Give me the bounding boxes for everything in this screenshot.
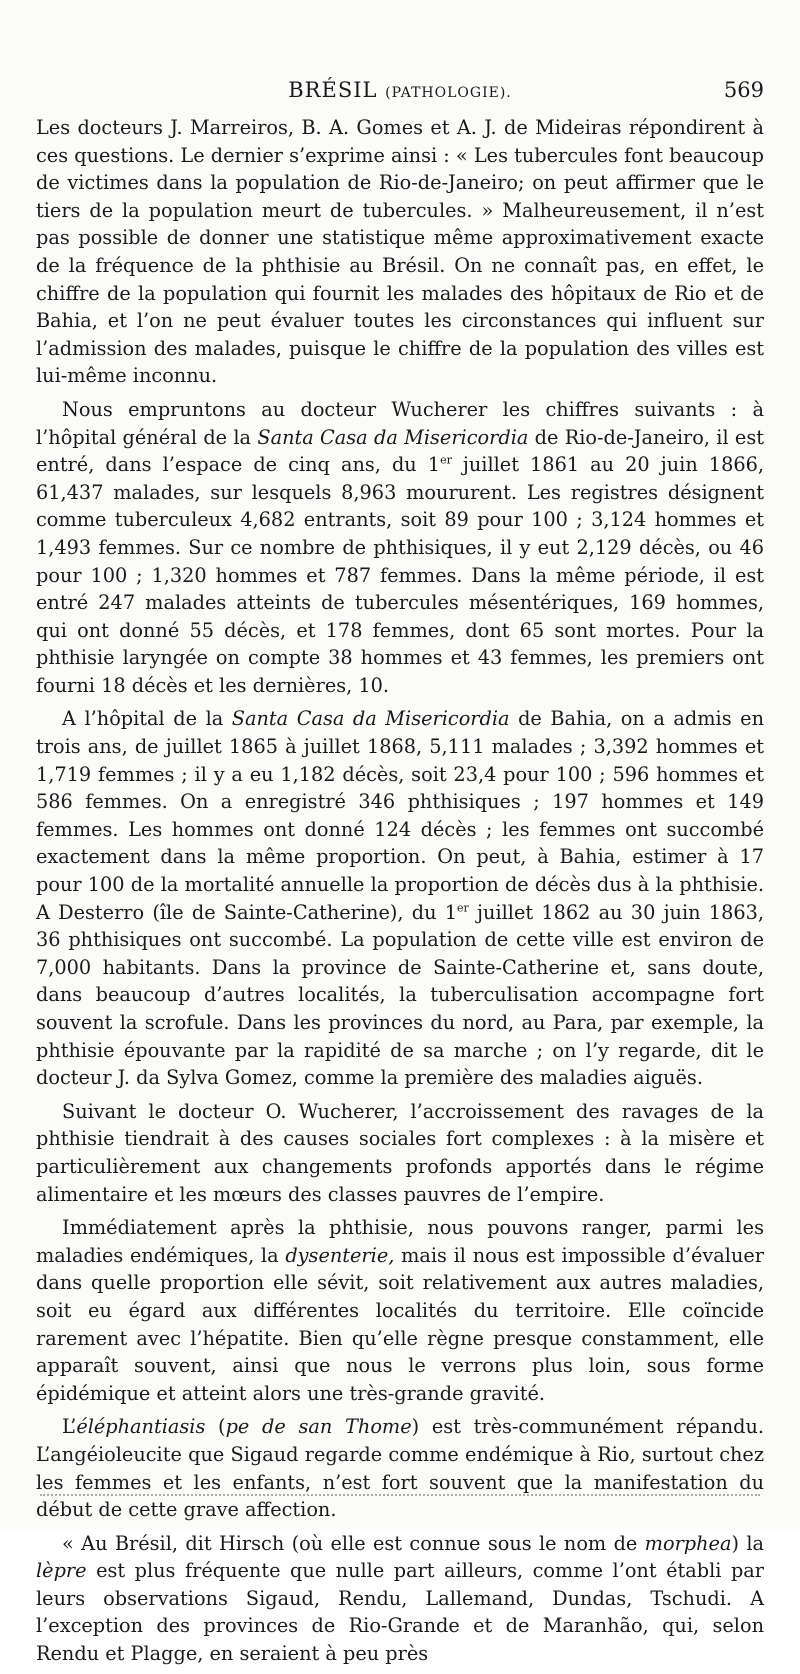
paragraph-3-italic: Santa Casa da Misericordia xyxy=(231,707,510,731)
page-header xyxy=(36,78,764,110)
paragraph-5-text-a: Immédiatement après la phthisie, nous pouvons ranger, parmi les maladies endémiques, la xyxy=(36,1216,764,1267)
body-text xyxy=(36,114,764,1674)
paragraph-2-text-c: juillet 1861 au 20 juin 1866, 61,437 malades, sur lesquels 8,963 moururent. Les registres désignent comme tuberculeux 4,682 entrants, soit 89 pour 100 ; 3,124 hommes et 1,493 femmes. Sur ce nombre de phthisiques, il y eut 2,129 décès, ou 46 pour 100 ; 1,320 hommes et 787 femmes. Dans la même période, il est entré 247 malades atteints de tubercules mésentériques, 169 hommes, qui ont donné 55 décès, et 178 femmes, dont 65 sont mortes. Pour la phthisie laryngée on compte 38 hommes et 43 femmes, les premiers ont fourni 18 décès et les dernières, 10. xyxy=(36,453,765,697)
paragraph-7-text-c: est plus fréquente que nulle part ailleurs, comme l’ont établi par leurs observations Sigaud, Rendu, Lallemand, Dundas, Tschudi. A l’exception des provinces de Rio-Grande et de Maranhão, qui, selon Rendu et Plagge, en seraient à peu près xyxy=(36,1559,764,1666)
paragraph-7-text-a: « Au Brésil, dit Hirsch (où elle est connue sous le nom de xyxy=(62,1531,645,1555)
running-head-title: BRÉSIL xyxy=(288,78,378,102)
paragraph-3-superscript: er xyxy=(457,901,469,915)
paragraph-6-italic-1: éléphantiasis xyxy=(76,1415,206,1439)
paragraph-5-italic: dysenterie, xyxy=(285,1243,395,1267)
paragraph-5 xyxy=(36,1214,764,1407)
running-head-subtitle: (PATHOLOGIE). xyxy=(385,85,512,101)
paragraph-7-text-b: ) la xyxy=(731,1531,764,1555)
paragraph-4 xyxy=(36,1098,764,1208)
paragraph-2-italic: Santa Casa da Misericordia xyxy=(257,425,529,449)
paragraph-3-text-c: juillet 1862 au 30 juin 1863, 36 phthisiques ont succombé. La population de cette ville est environ de 7,000 habitants. Dans la province de Sainte-Catherine et, sans doute, dans beaucoup d’autres localités, la tuberculisation accompagne fort souvent la scrofule. Dans les provinces du nord, au Para, par exemple, la phthisie épouvante par la rapidité de sa marche ; on l’y regarde, dit le docteur J. da Sylva Gomez, comme la première des maladies aiguës. xyxy=(36,900,764,1090)
paragraph-4-text: Suivant le docteur O. Wucherer, l’accroissement des ravages de la phthisie tiendrait à des causes sociales fort complexes : à la misère et particulièrement aux changements profonds apportés dans le régime alimentaire et les mœurs des classes pauvres de l’empire. xyxy=(36,1099,764,1206)
paragraph-6-text-c: ) est très-communément répandu. L’angéioleucite que Sigaud regarde comme endémique à Rio, surtout chez les femmes et les enfants, n’est fort souvent que la manifestation du début de cette grave affection. xyxy=(36,1415,764,1522)
paragraph-6-text-b: ( xyxy=(205,1415,226,1439)
paragraph-2-text-b: de Rio-de-Janeiro, il est entré, dans l’espace de cinq ans, du 1 xyxy=(36,425,764,477)
paragraph-7-italic-2: lèpre xyxy=(36,1559,87,1583)
paragraph-6-text-a: L’ xyxy=(62,1415,77,1439)
paragraph-2-superscript: er xyxy=(440,453,452,467)
paragraph-7 xyxy=(36,1530,764,1668)
paragraph-3-text-b: de Bahia, on a admis en trois ans, de juillet 1865 à juillet 1868, 5,111 malades ; 3,392 hommes et 1,719 femmes ; il y a eu 1,182 décès, soit 23,4 pour 100 ; 596 hommes et 586 femmes. On a enregistré 346 phthisiques ; 197 hommes et 149 femmes. Les hommes ont donné 124 décès ; les femmes ont succombé exactement dans la même proportion. On peut, à Bahia, estimer à 17 pour 100 de la mortalité annuelle la proportion de décès dus à la phthisie. A Desterro (île de Sainte-Catherine), du 1 xyxy=(36,707,764,924)
cut-off-footnote-line xyxy=(40,1494,760,1502)
running-head xyxy=(36,78,764,102)
page-number: 569 xyxy=(723,78,764,102)
paragraph-6-italic-2: pe de san Thome xyxy=(225,1415,412,1439)
paragraph-7-italic-1: morphea xyxy=(644,1531,732,1555)
paragraph-5-text-b: mais il nous est impossible d’évaluer dans quelle proportion elle sévit, soit relativement aux autres maladies, soit eu égard aux différentes localités du territoire. Elle coïncide rarement avec l’hépatite. Bien qu’elle règne presque constamment, elle apparaît souvent, ainsi que nous le verrons plus loin, sous forme épidémique et atteint alors une très-grande gravité. xyxy=(36,1243,765,1405)
paragraph-1-text: Les docteurs J. Marreiros, B. A. Gomes et A. J. de Mideiras répondirent à ces questions. Le dernier s’exprime ainsi : « Les tubercules font beaucoup de victimes dans la population de Rio-de-Janeiro; on peut affirmer que le tiers de la population meurt de tubercules. » Malheureusement, il n’est pas possible de donner une statistique même approximativement exacte de la fréquence de la phthisie au Brésil. On ne connaît pas, en effet, le chiffre de la population qui fournit les malades des hôpitaux de Rio et de Bahia, et l’on ne peut évaluer toutes les circonstances qui influent sur l’admission des malades, puisque le chiffre de la population des villes est lui-même inconnu. xyxy=(36,116,764,388)
paragraph-3-text-a: A l’hôpital de la xyxy=(62,707,232,731)
paragraph-2 xyxy=(36,396,764,700)
paragraph-2-text-a: Nous empruntons au docteur Wucherer les chiffres suivants : à l’hôpital général de la xyxy=(36,397,764,449)
paragraph-1 xyxy=(36,114,764,390)
paragraph-6 xyxy=(36,1413,764,1523)
paragraph-3 xyxy=(36,705,764,1091)
